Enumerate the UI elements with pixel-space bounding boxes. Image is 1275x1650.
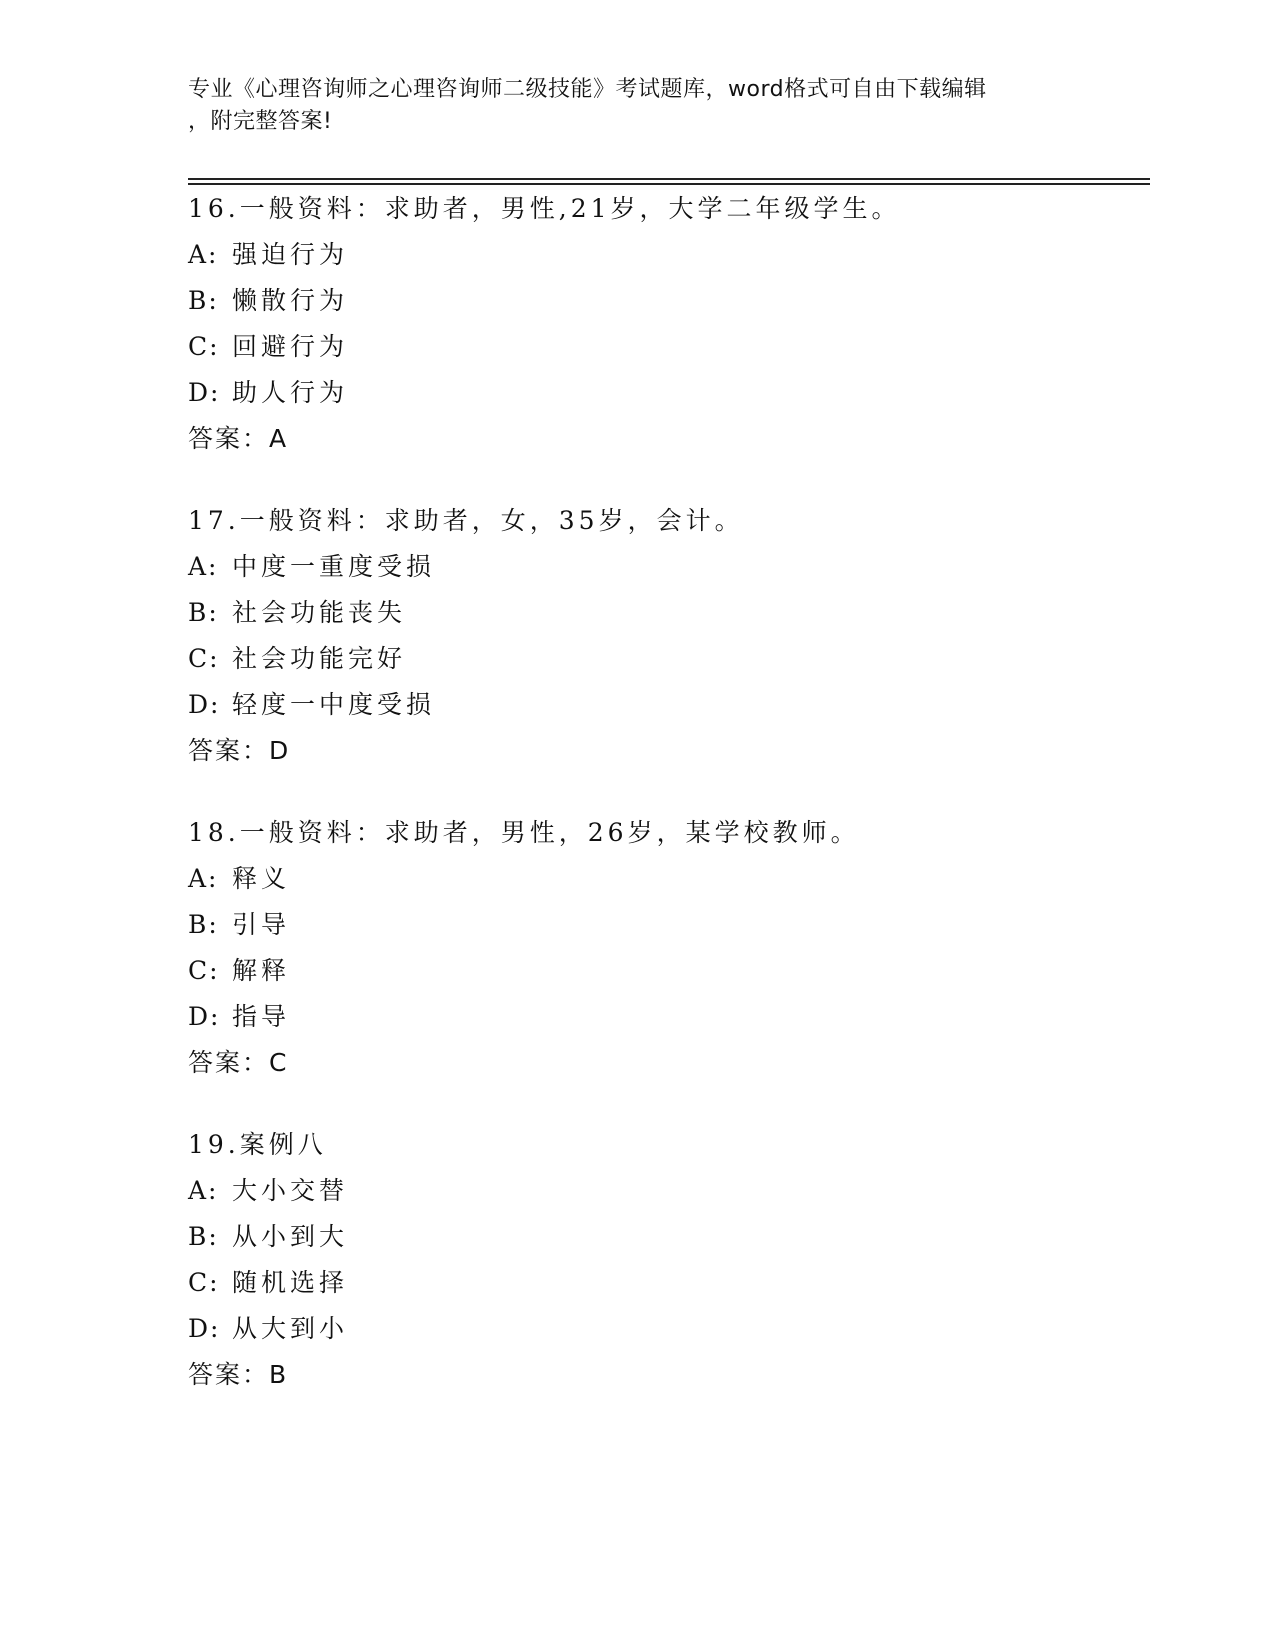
question-17 (188, 498, 1148, 774)
option-letter: D: (188, 690, 221, 719)
option-letter: A: (188, 1176, 219, 1205)
option-text: 引导 (232, 910, 291, 939)
option-text: 指导 (232, 1002, 291, 1031)
header-divider-top (188, 178, 1150, 180)
option-c (188, 1260, 1148, 1306)
option-a (188, 232, 1148, 278)
question-16 (188, 186, 1148, 462)
answer-value: D (269, 736, 291, 765)
option-c (188, 948, 1148, 994)
option-letter: C: (188, 332, 220, 361)
question-stem: 19.案例八 (188, 1130, 327, 1159)
answer-label: 答案： (188, 1048, 270, 1077)
option-text: 释义 (232, 864, 291, 893)
option-letter: D: (188, 1002, 221, 1031)
answer-line (188, 1040, 1148, 1086)
option-text: 社会功能完好 (232, 644, 407, 673)
option-d (188, 370, 1148, 416)
header-line-2: ，附完整答案! (188, 109, 333, 134)
answer-value: C (269, 1048, 289, 1077)
option-text: 社会功能丧失 (232, 598, 407, 627)
option-letter: D: (188, 1314, 221, 1343)
option-d (188, 1306, 1148, 1352)
option-d (188, 682, 1148, 728)
answer-label: 答案： (188, 1360, 270, 1389)
option-letter: C: (188, 956, 220, 985)
header-line-1: 专业《心理咨询师之心理咨询师二级技能》考试题库，word格式可自由下载编辑 (188, 77, 987, 102)
option-text: 助人行为 (232, 378, 349, 407)
answer-label: 答案： (188, 424, 270, 453)
document-header (188, 74, 1068, 138)
question-19 (188, 1122, 1148, 1398)
option-a (188, 544, 1148, 590)
answer-value: B (269, 1360, 289, 1389)
answer-label: 答案： (188, 736, 270, 765)
answer-line (188, 416, 1148, 462)
option-text: 回避行为 (232, 332, 349, 361)
question-stem: 17.一般资料：求助者，女，35岁，会计。 (188, 506, 744, 535)
option-text: 随机选择 (232, 1268, 349, 1297)
option-a (188, 1168, 1148, 1214)
option-text: 强迫行为 (232, 240, 349, 269)
question-stem: 18.一般资料：求助者，男性，26岁，某学校教师。 (188, 818, 860, 847)
option-text: 轻度一中度受损 (232, 690, 436, 719)
option-letter: D: (188, 378, 221, 407)
option-letter: A: (188, 552, 219, 581)
header-divider-bottom (188, 183, 1150, 185)
option-text: 解释 (232, 956, 291, 985)
answer-line (188, 728, 1148, 774)
option-b (188, 590, 1148, 636)
option-text: 中度一重度受损 (232, 552, 436, 581)
answer-line (188, 1352, 1148, 1398)
option-d (188, 994, 1148, 1040)
option-letter: A: (188, 240, 219, 269)
option-b (188, 278, 1148, 324)
option-letter: C: (188, 1268, 220, 1297)
option-letter: B: (188, 286, 219, 315)
option-letter: A: (188, 864, 219, 893)
option-b (188, 1214, 1148, 1260)
question-18 (188, 810, 1148, 1086)
answer-value: A (269, 424, 289, 453)
option-text: 从小到大 (232, 1222, 349, 1251)
option-text: 大小交替 (232, 1176, 349, 1205)
option-letter: C: (188, 644, 220, 673)
option-c (188, 636, 1148, 682)
option-text: 懒散行为 (232, 286, 349, 315)
option-c (188, 324, 1148, 370)
option-letter: B: (188, 1222, 219, 1251)
option-b (188, 902, 1148, 948)
option-letter: B: (188, 598, 219, 627)
option-text: 从大到小 (232, 1314, 349, 1343)
option-a (188, 856, 1148, 902)
question-stem: 16.一般资料：求助者，男性,21岁，大学二年级学生。 (188, 194, 901, 223)
option-letter: B: (188, 910, 219, 939)
